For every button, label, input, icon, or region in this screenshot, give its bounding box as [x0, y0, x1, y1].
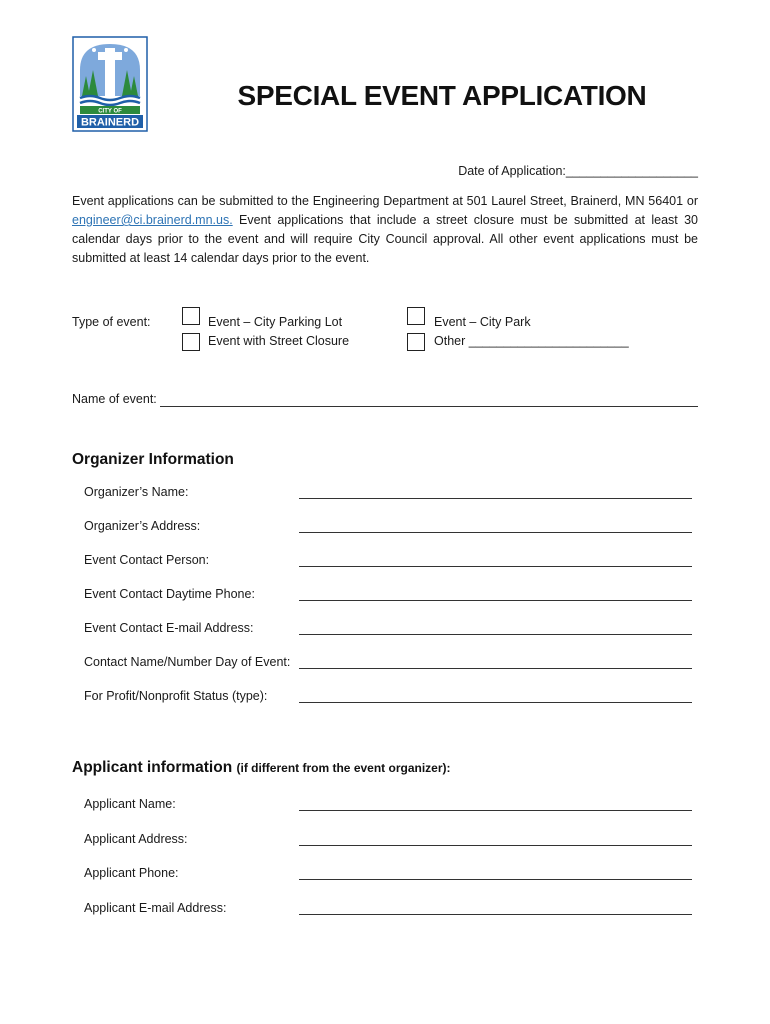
option-other-label: Other [434, 334, 466, 348]
applicant-address-label: Applicant Address: [84, 832, 188, 846]
event-contact-phone-label: Event Contact Daytime Phone: [84, 587, 255, 601]
intro-text-after-link: Event applications that include a street closure must be submitted at least 30 calendar days prior to the event and will require City Council approval. All other event applications must be submitted at least 14 calendar days prior to the event. [72, 213, 698, 265]
applicant-phone-label: Applicant Phone: [84, 866, 179, 880]
event-name-label: Name of event: [72, 392, 157, 406]
event-name-field[interactable] [160, 392, 698, 407]
organizer-address-field[interactable] [299, 518, 692, 533]
applicant-name-label: Applicant Name: [84, 797, 176, 811]
day-of-event-contact-field[interactable] [299, 654, 692, 669]
date-of-application-label: Date of Application: [458, 164, 566, 178]
city-of-brainerd-logo [72, 36, 148, 132]
intro-text-before-link: Event applications can be submitted to the Engineering Department at 501 Laurel Street, Brainerd, MN 56401 or [72, 194, 698, 208]
intro-paragraph [72, 192, 698, 268]
applicant-heading-text: Applicant information [72, 759, 233, 776]
event-contact-email-field[interactable] [299, 620, 692, 635]
date-of-application-blank[interactable]: ___________________ [565, 164, 698, 178]
page-title: SPECIAL EVENT APPLICATION [237, 80, 647, 111]
logo-text-city-of: CITY OF [98, 108, 122, 115]
option-other[interactable] [434, 334, 629, 348]
event-contact-person-field[interactable] [299, 552, 692, 567]
applicant-heading-note: (if different from the event organizer): [236, 761, 451, 775]
option-street-closure: Event with Street Closure [208, 334, 350, 348]
event-contact-email-label: Event Contact E-mail Address: [84, 621, 254, 635]
date-of-application[interactable] [458, 164, 698, 178]
checkbox-street-closure[interactable] [182, 333, 200, 351]
type-of-event-label: Type of event: [72, 315, 151, 329]
option-city-park: Event – City Park [434, 315, 531, 329]
engineering-email-link[interactable]: engineer@ci.brainerd.mn.us. [72, 213, 233, 227]
checkbox-other[interactable] [407, 333, 425, 351]
event-contact-phone-field[interactable] [299, 586, 692, 601]
profit-status-label: For Profit/Nonprofit Status (type): [84, 689, 268, 703]
applicant-name-field[interactable] [299, 796, 692, 811]
organizer-name-field[interactable] [299, 484, 692, 499]
applicant-phone-field[interactable] [299, 865, 692, 880]
organizer-name-label: Organizer’s Name: [84, 485, 189, 499]
option-city-parking-lot: Event – City Parking Lot [208, 315, 343, 329]
applicant-address-field[interactable] [299, 831, 692, 846]
event-contact-person-label: Event Contact Person: [84, 553, 210, 567]
organizer-address-label: Organizer’s Address: [84, 519, 201, 533]
organizer-section-heading: Organizer Information [72, 451, 234, 468]
option-other-blank[interactable]: _______________________ [468, 334, 629, 348]
checkbox-city-park[interactable] [407, 307, 425, 325]
logo-text-brainerd: BRAINERD [80, 116, 140, 129]
applicant-section-heading [72, 759, 451, 777]
applicant-email-label: Applicant E-mail Address: [84, 901, 227, 915]
day-of-event-contact-label: Contact Name/Number Day of Event: [84, 655, 291, 669]
applicant-email-field[interactable] [299, 900, 692, 915]
profit-status-field[interactable] [299, 688, 692, 703]
checkbox-city-parking-lot[interactable] [182, 307, 200, 325]
